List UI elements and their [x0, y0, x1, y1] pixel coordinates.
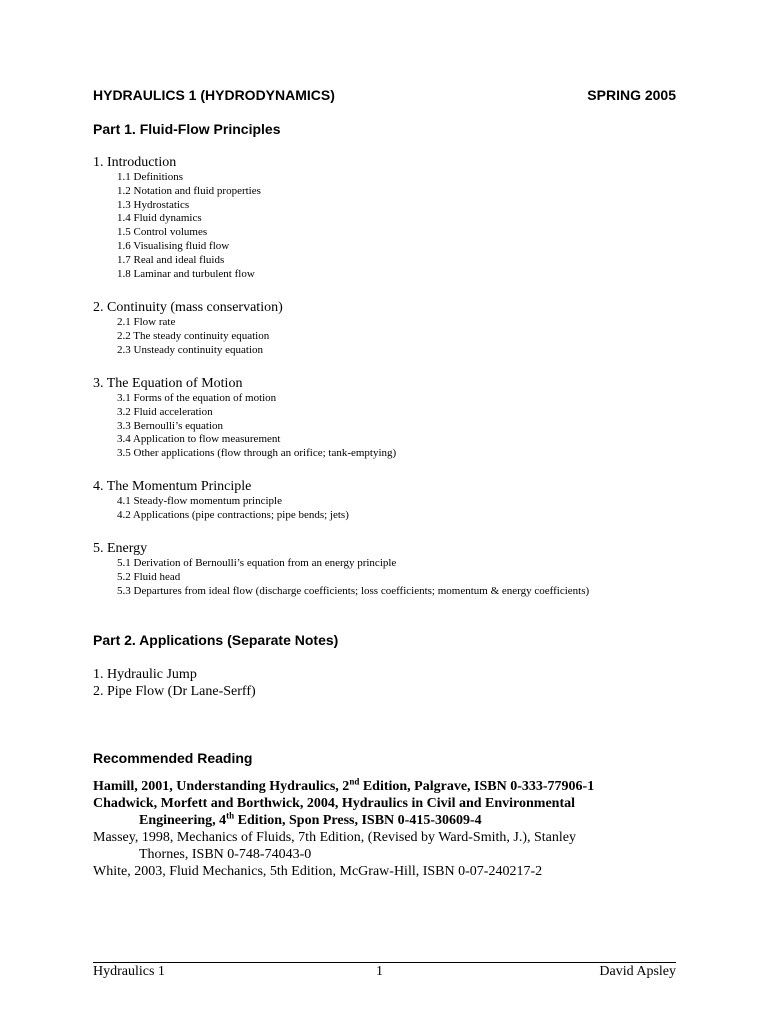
- list-item: 1.8 Laminar and turbulent flow: [117, 267, 255, 280]
- subsection-list: [93, 171, 693, 281]
- reference-chadwick: [93, 795, 676, 829]
- reference-hamill: [93, 778, 676, 795]
- section-title: 3. The Equation of Motion: [93, 376, 243, 391]
- list-item: 3.5 Other applications (flow through an orifice; tank-emptying): [117, 447, 397, 460]
- superscript: th: [226, 810, 235, 821]
- part1-title: Part 1. Fluid-Flow Principles: [93, 121, 281, 137]
- list-item: 1.1 Definitions: [117, 171, 183, 183]
- reference-text: Chadwick, Morfett and Borthwick, 2004, Hydraulics in Civil and Environmental: [93, 796, 576, 811]
- list-item: 1.7 Real and ideal fluids: [117, 253, 225, 266]
- section-introduction: [93, 154, 693, 281]
- list-item: 1.5 Control volumes: [117, 226, 208, 239]
- section-title: 4. The Momentum Principle: [93, 479, 252, 494]
- term-label: SPRING 2005: [587, 87, 676, 103]
- reference-massey: [93, 829, 676, 863]
- subsection-list: [93, 316, 693, 357]
- course-title: HYDRAULICS 1 (HYDRODYNAMICS): [93, 87, 335, 103]
- applications-list: [93, 666, 256, 700]
- document-header: [93, 87, 676, 107]
- reference-text: Massey, 1998, Mechanics of Fluids, 7th Edition, (Revised by Ward-Smith, J.), Stanley: [93, 830, 576, 845]
- list-item: 5.3 Departures from ideal flow (discharge coefficients; loss coefficients; momentum & energy coefficients): [117, 584, 590, 597]
- page-footer: [93, 964, 676, 982]
- reference-text: Engineering, 4: [139, 813, 227, 828]
- section-energy: [93, 540, 693, 598]
- footer-author: David Apsley: [599, 964, 676, 979]
- section-equation-of-motion: [93, 375, 693, 461]
- list-item: 1.4 Fluid dynamics: [117, 212, 202, 225]
- list-item: 3.3 Bernoulli’s equation: [117, 419, 224, 432]
- list-item: 1.6 Visualising fluid flow: [117, 239, 230, 252]
- subsection-list: [93, 557, 693, 598]
- list-item: 2.2 The steady continuity equation: [117, 329, 270, 342]
- list-item: 4.1 Steady-flow momentum principle: [117, 495, 282, 507]
- list-item: 3.4 Application to flow measurement: [117, 433, 281, 446]
- reading-title: Recommended Reading: [93, 750, 253, 766]
- list-item: 2. Pipe Flow (Dr Lane-Serff): [93, 684, 256, 699]
- reference-text: White, 2003, Fluid Mechanics, 5th Edition, McGraw-Hill, ISBN 0-07-240217-2: [93, 864, 543, 879]
- section-title: 5. Energy: [93, 541, 148, 556]
- reference-text: Edition, Spon Press, ISBN 0-415-30609-4: [234, 813, 482, 828]
- list-item: 5.2 Fluid head: [117, 570, 181, 583]
- footer-divider: [93, 962, 676, 963]
- list-item: 4.2 Applications (pipe contractions; pipe bends; jets): [117, 508, 349, 521]
- list-item: 5.1 Derivation of Bernoulli’s equation from an energy principle: [117, 557, 397, 569]
- section-title: 1. Introduction: [93, 155, 177, 170]
- subsection-list: [93, 495, 693, 523]
- list-item: 3.2 Fluid acceleration: [117, 405, 213, 418]
- reference-text: Edition, Palgrave, ISBN 0-333-77906-1: [359, 779, 595, 794]
- list-item: 1.3 Hydrostatics: [117, 198, 190, 211]
- list-item: 2.3 Unsteady continuity equation: [117, 343, 264, 356]
- list-item: 1. Hydraulic Jump: [93, 667, 197, 682]
- list-item: 3.1 Forms of the equation of motion: [117, 392, 277, 404]
- reference-text: Hamill, 2001, Understanding Hydraulics, 2: [93, 779, 350, 794]
- page-number: 1: [376, 964, 383, 979]
- section-continuity: [93, 299, 693, 357]
- reference-list: [93, 778, 676, 880]
- reference-continuation: Thornes, ISBN 0-748-74043-0: [139, 847, 312, 862]
- list-item: 2.1 Flow rate: [117, 316, 176, 328]
- reference-white: [93, 863, 676, 880]
- footer-course: Hydraulics 1: [93, 964, 165, 979]
- superscript: nd: [349, 776, 360, 787]
- section-title: 2. Continuity (mass conservation): [93, 300, 283, 315]
- list-item: 1.2 Notation and fluid properties: [117, 184, 261, 197]
- section-momentum: [93, 478, 693, 523]
- part2-title: Part 2. Applications (Separate Notes): [93, 632, 339, 648]
- reference-continuation: [93, 812, 676, 829]
- subsection-list: [93, 392, 693, 461]
